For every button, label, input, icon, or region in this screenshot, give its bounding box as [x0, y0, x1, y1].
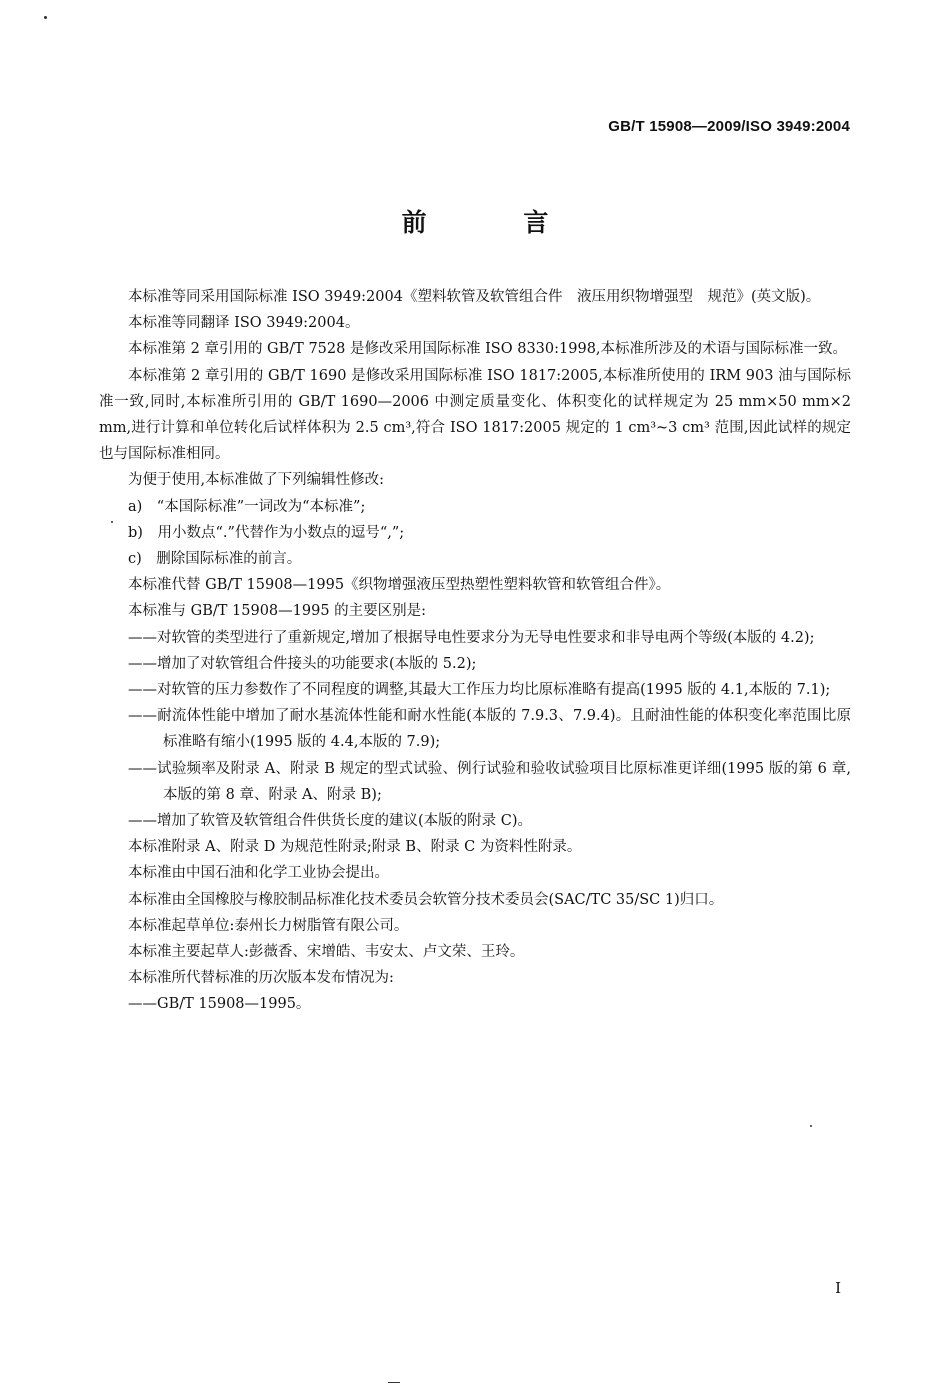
difference-item-3: ——对软管的压力参数作了不同程度的调整,其最大工作压力均比原标准略有提高(1995 版的 4.1,本版的 7.1); [128, 682, 831, 699]
paragraph-gbt7528: 本标准第 2 章引用的 GB/T 7528 是修改采用国际标准 ISO 8330:1998,本标准所涉及的术语与国际标准一致。 [128, 341, 848, 358]
scan-speck-right [810, 1125, 812, 1127]
scan-speck-top-left [44, 16, 47, 19]
foreword-body [99, 284, 851, 1018]
paragraph-drafters: 本标准主要起草人:彭薇香、宋增皓、韦安太、卢文荣、王玲。 [128, 944, 525, 961]
difference-item-2: ——增加了对软管组合件接头的功能要求(本版的 5.2); [128, 655, 477, 672]
difference-item-4: ——耐流体性能中增加了耐水基流体性能和耐水性能(本版的 7.9.3、7.9.4)。且耐油性能的体积变化率范围比原标准略有缩小(1995 版的 4.4,本版的 7.9); [128, 708, 851, 751]
paragraph-translation: 本标准等同翻译 ISO 3949:2004。 [128, 315, 360, 332]
paragraph-differences-intro: 本标准与 GB/T 15908—1995 的主要区别是: [128, 603, 427, 620]
edit-item-a: a) “本国际标准”一词改为“本标准”; [128, 498, 366, 515]
scan-speck-body [111, 521, 113, 523]
difference-item-5: ——试验频率及附录 A、附录 B 规定的型式试验、例行试验和验收试验项目比原标准更详细(1995 版的第 6 章,本版的第 8 章、附录 A、附录 B); [128, 760, 851, 803]
paragraph-gbt1690: 本标准第 2 章引用的 GB/T 1690 是修改采用国际标准 ISO 1817:2005,本标准所使用的 IRM 903 油与国际标准一致,同时,本标准所引用的 GB/T 1690—2006 中测定质量变化、体积变化的试样规定为 25 mm×50 mm×2 mm,进行计算和单位转化后试样体积为 2.5 cm³,符合 ISO 1817:2005 规定的 1 cm³~3 cm³ 范围,因此试样的规定也与国际标准相同。 [99, 367, 851, 463]
difference-item-1: ——对软管的类型进行了重新规定,增加了根据导电性要求分为无导电性要求和非导电两个等级(本版的 4.2); [128, 629, 815, 646]
edit-item-c: c) 删除国际标准的前言。 [128, 551, 302, 568]
difference-item-6: ——增加了软管及软管组合件供货长度的建议(本版的附录 C)。 [128, 813, 533, 830]
header-standard-code: GB/T 15908—2009/ISO 3949:2004 [608, 118, 850, 135]
paragraph-replaces: 本标准代替 GB/T 15908—1995《织物增强液压型热塑性塑料软管和软管组合件》。 [128, 577, 671, 594]
page-number: I [835, 1279, 841, 1297]
paragraph-edits-intro: 为便于使用,本标准做了下列编辑性修改: [128, 472, 384, 489]
paragraph-history-intro: 本标准所代替标准的历次版本发布情况为: [128, 970, 394, 987]
paragraph-adoption: 本标准等同采用国际标准 ISO 3949:2004《塑料软管及软管组合件 液压用织物增强型 规范》(英文版)。 [128, 289, 821, 305]
paragraph-drafting-unit: 本标准起草单位:泰州长力树脂管有限公司。 [128, 917, 409, 934]
paragraph-annexes: 本标准附录 A、附录 D 为规范性附录;附录 B、附录 C 为资料性附录。 [128, 839, 582, 856]
history-item-1: ——GB/T 15908—1995。 [128, 996, 311, 1013]
edit-item-b: b) 用小数点“.”代替作为小数点的逗号“,”; [128, 524, 405, 541]
paragraph-centralized-by: 本标准由全国橡胶与橡胶制品标准化技术委员会软管分技术委员会(SAC/TC 35/SC 1)归口。 [128, 891, 724, 908]
scan-mark-bottom [388, 1382, 400, 1383]
paragraph-proposed-by: 本标准由中国石油和化学工业协会提出。 [128, 865, 389, 882]
page-title: 前 言 [401, 208, 593, 237]
